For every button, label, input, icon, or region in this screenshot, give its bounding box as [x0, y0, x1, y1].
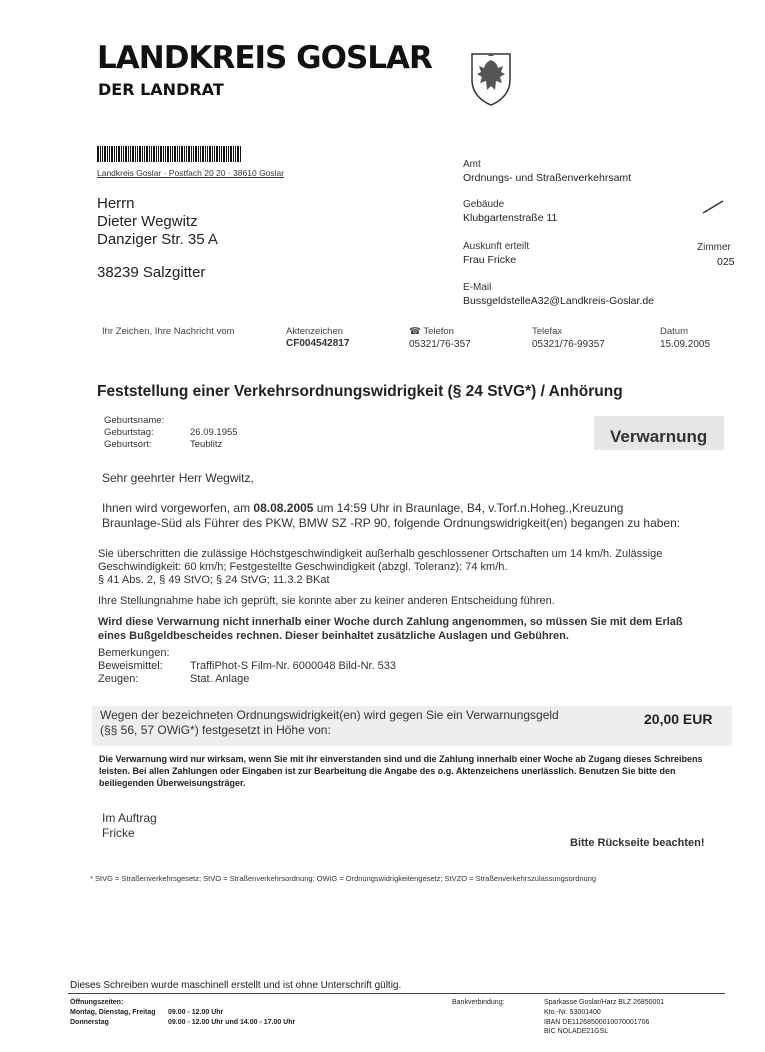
barcode-bar: [163, 146, 164, 162]
note-line2: leisten. Bei allen Zahlungen oder Eingaben ist zur Bearbeitung die Angabe des o.g. Aktenzeichens unerlässlich. Benutzen Sie bitte den: [99, 766, 676, 776]
datum-label: Datum: [660, 326, 688, 337]
barcode-bar: [153, 146, 155, 162]
geburtstag-value: 26.09.1955: [190, 427, 238, 438]
barcode-bar: [130, 146, 131, 162]
amt-label: Amt: [463, 159, 481, 170]
auskunft-label: Auskunft erteilt: [463, 241, 530, 252]
barcode-bar: [200, 146, 201, 162]
barcode-bar: [111, 146, 113, 162]
barcode-bar: [109, 146, 110, 162]
barcode-bar: [125, 146, 127, 162]
barcode-bar: [226, 146, 227, 162]
barcode-bar: [202, 146, 204, 162]
barcode-bar: [181, 146, 183, 162]
warning-line1: Wird diese Verwarnung nicht innerhalb einer Woche durch Zahlung angenommen, so müssen Sie mit dem Erlaß: [98, 616, 683, 628]
sign-line1: Im Auftrag: [102, 811, 157, 825]
telefax-label: Telefax: [532, 326, 563, 337]
fine-line1: Wegen der bezeichneten Ordnungswidrigkeit(en) wird gegen Sie ein Verwarnungsgeld: [100, 708, 559, 722]
barcode-bar: [179, 146, 180, 162]
bank-line2: Kto.-Nr. 53001400: [544, 1009, 601, 1016]
aktenzeichen-value: CF004542817: [286, 338, 350, 349]
barcode-bar: [214, 146, 215, 162]
barcode-bar: [228, 146, 229, 162]
bank-label: Bankverbindung:: [452, 999, 505, 1006]
machine-note: Dieses Schreiben wurde maschinell erstellt und ist ohne Unterschrift gültig.: [70, 980, 402, 991]
email-label: E-Mail: [463, 282, 492, 293]
barcode-bar: [102, 146, 103, 162]
accusation-text-a: Ihnen wird vorgeworfen, am: [102, 501, 254, 515]
geburtsort-label: Geburtsort:: [104, 439, 152, 450]
barcode-bar: [146, 146, 148, 162]
barcode-bar: [135, 146, 136, 162]
barcode-bar: [97, 146, 99, 162]
barcode-bar: [177, 146, 178, 162]
barcode-bar: [132, 146, 134, 162]
geburtsort-value: Teublitz: [190, 439, 223, 450]
barcode-bar: [209, 146, 211, 162]
greeting: Sehr geehrter Herr Wegwitz,: [102, 471, 254, 485]
accusation-text-b: um 14:59 Uhr in Braunlage, B4, v.Torf.n.Hoheg.,Kreuzung: [313, 501, 624, 515]
pen-mark-icon: [702, 200, 724, 214]
barcode-bar: [172, 146, 173, 162]
back-note: Bitte Rückseite beachten!: [570, 837, 705, 849]
barcode-bar: [186, 146, 187, 162]
bank-line4: BIC NOLADE21GSL: [544, 1028, 609, 1035]
barcode-bar: [114, 146, 115, 162]
hours-time1: 09.00 - 12.00 Uhr: [168, 1009, 224, 1016]
barcode-bar: [116, 146, 117, 162]
barcode-bar: [123, 146, 124, 162]
email-value: BussgeldstelleA32@Landkreis-Goslar.de: [463, 295, 655, 307]
barcode-bar: [121, 146, 122, 162]
barcode-bar: [240, 146, 241, 162]
recipient-salutation: Herrn: [97, 195, 135, 212]
auskunft-value: Frau Fricke: [463, 254, 517, 266]
barcode-bar: [216, 146, 218, 162]
verwarnung-title: Verwarnung: [610, 427, 708, 446]
footnote: * StVG = Straßenverkehrsgesetz; StVO = Straßenverkehrsordnung; OWiG = Ordnungswidrigkeitengesetz; StVZO = Straßenverkehrszulassungsordnung: [90, 874, 597, 883]
barcode-bar: [156, 146, 157, 162]
barcode-bar: [223, 146, 225, 162]
note-line1: Die Verwarnung wird nur wirksam, wenn Sie mit ihr einverstanden sind und die Zahlung innerhalb einer Woche ab Zugang dieses Schreibens: [99, 754, 703, 764]
barcode-bar: [144, 146, 145, 162]
telefon-value: 05321/76-357: [409, 339, 471, 350]
offense-line1: Sie überschritten die zulässige Höchstgeschwindigkeit außerhalb geschlossener Ortschaften um 14 km/h. Zulässige: [98, 548, 663, 560]
zimmer-value: 025: [717, 256, 735, 268]
geburtsname-label: Geburtsname:: [104, 415, 165, 426]
barcode-bar: [235, 146, 236, 162]
subject: Feststellung einer Verkehrsordnungswidrigkeit (§ 24 StVG*) / Anhörung: [97, 383, 623, 400]
org-title: LANDKREIS GOSLAR: [97, 40, 432, 76]
org-subtitle: DER LANDRAT: [98, 80, 224, 99]
barcode-bar: [128, 146, 129, 162]
fine-amount: 20,00 EUR: [644, 711, 713, 727]
barcode-bar: [193, 146, 194, 162]
note-line3: beiliegenden Überweisungsträger.: [99, 778, 246, 788]
bank-line3: IBAN DE11268500010070001706: [544, 1019, 650, 1026]
phone-icon: ☎: [409, 326, 424, 337]
accusation-date: 08.08.2005: [253, 501, 314, 515]
barcode-bar: [167, 146, 169, 162]
accusation-line1: [102, 501, 623, 515]
barcode-bar: [158, 146, 159, 162]
barcode-bar: [237, 146, 239, 162]
beweismittel-label: Beweismittel:: [98, 660, 163, 672]
barcode-bar: [207, 146, 208, 162]
barcode-bar: [198, 146, 199, 162]
datum-value: 15.09.2005: [660, 339, 711, 350]
bemerkungen-label: Bemerkungen:: [98, 647, 170, 659]
hours-days1: Montag, Dienstag, Freitag: [70, 1009, 156, 1016]
barcode-bar: [142, 146, 143, 162]
sender-line: Landkreis Goslar · Postfach 20 20 · 38610 Goslar: [97, 168, 285, 178]
footer-divider: [68, 993, 725, 994]
offense-line4: Ihre Stellungnahme habe ich geprüft, sie konnte aber zu keiner anderen Entscheidung führen.: [98, 595, 555, 607]
aktenzeichen-label: Aktenzeichen: [286, 326, 344, 337]
accusation-line2: Braunlage-Süd als Führer des PKW, BMW SZ -RP 90, folgende Ordnungswidrigkeit(en) begangen zu haben:: [102, 516, 681, 530]
barcode-bar: [184, 146, 185, 162]
barcode-bar: [221, 146, 222, 162]
zeichen-label: Ihr Zeichen, Ihre Nachricht vom: [102, 326, 235, 337]
offense-line3: § 41 Abs. 2, § 49 StVO; § 24 StVG; 11.3.2 BKat: [98, 574, 330, 586]
barcode-bar: [149, 146, 150, 162]
hours-time2: 09.00 - 12.00 Uhr und 14.00 - 17.00 Uhr: [168, 1019, 296, 1026]
beweismittel-value: TraffiPhot-S Film-Nr. 6000048 Bild-Nr. 533: [190, 660, 397, 672]
barcode-bar: [170, 146, 171, 162]
barcode-bar: [174, 146, 176, 162]
zeugen-value: Stat. Anlage: [190, 673, 250, 685]
gebaeude-value: Klubgartenstraße 11: [463, 212, 558, 224]
barcode-bar: [100, 146, 101, 162]
hours-days2: Donnerstag: [70, 1019, 109, 1026]
barcode-bar: [191, 146, 192, 162]
barcode-bar: [230, 146, 232, 162]
barcode-bar: [195, 146, 197, 162]
barcode-bar: [160, 146, 162, 162]
barcode-bar: [107, 146, 108, 162]
barcode-bar: [137, 146, 138, 162]
zimmer-label: Zimmer: [697, 242, 731, 253]
telefax-value: 05321/76-99357: [532, 339, 605, 350]
recipient-street: Danziger Str. 35 A: [97, 231, 218, 248]
bank-line1: Sparkasse Goslar/Harz BLZ 26850001: [544, 999, 665, 1006]
barcode-bar: [233, 146, 234, 162]
zeugen-label: Zeugen:: [98, 673, 139, 685]
barcode-bar: [188, 146, 190, 162]
coat-of-arms-icon: [469, 50, 513, 106]
barcode-bar: [139, 146, 141, 162]
sign-line2: Fricke: [102, 826, 135, 840]
fine-line2: (§§ 56, 57 OWiG*) festgesetzt in Höhe von:: [100, 723, 331, 737]
barcode-bar: [118, 146, 120, 162]
barcode-bar: [219, 146, 220, 162]
amt-value: Ordnungs- und Straßenverkehrsamt: [463, 172, 632, 184]
geburtstag-label: Geburtstag:: [104, 427, 154, 438]
offense-line2: Geschwindigkeit: 60 km/h; Festgestellte Geschwindigkeit (abzgl. Toleranz): 74 km/h.: [98, 561, 508, 573]
recipient-name: Dieter Wegwitz: [97, 213, 198, 230]
barcode-bar: [104, 146, 106, 162]
hours-label: Öffnungszeiten:: [70, 999, 124, 1006]
barcode-bar: [151, 146, 152, 162]
warning-line2: eines Bußgeldbescheides rechnen. Dieser beinhaltet zusätzliche Auslagen und Gebühren.: [98, 630, 569, 642]
telefon-label: [409, 326, 454, 337]
telefon-label-text: Telefon: [423, 326, 454, 337]
barcode-bar: [205, 146, 206, 162]
barcode-bar: [212, 146, 213, 162]
gebaeude-label: Gebäude: [463, 199, 505, 210]
barcode-bar: [165, 146, 166, 162]
barcode: [97, 146, 295, 162]
recipient-city: 38239 Salzgitter: [97, 264, 206, 281]
